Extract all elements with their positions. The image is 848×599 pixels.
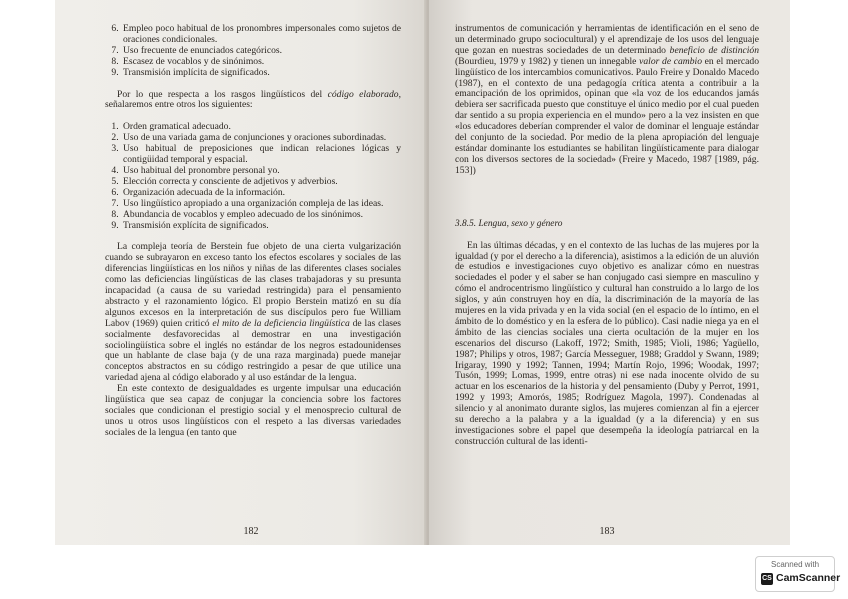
list-item: 9. Transmisión implícita de significados. [121,68,401,79]
page-number: 183 [599,526,615,537]
camscanner-brand: CamScanner [776,572,841,584]
left-page-text [105,24,401,439]
left-page [55,0,427,545]
paragraph-gender: En las últimas décadas, y en el contexto de las luchas de las mujeres por la igualdad (y por el derecho a la diferencia), asistimos a la edición de un aluvión de estudios e investigaciones cuyo objetivo es analizar cómo en nuestras sociedades el poder y el saber se han conjugado casi siempre en masculino y cómo el androcentrismo lingüístico y cultural han construido a lo largo de los siglos, y aún construyen hoy en día, la discriminación de la mayoría de las mujeres en la vida privada y en la vida social (en el espacio de lo íntimo, en el ámbito de lo doméstico y en la esfera de lo público). Casi nadie niega ya en el ámbito de las ciencias sociales una cierta ocultación de la mujer en los escenarios del discurso (Lakoff, 1972; Smith, 1985; Violi, 1986; Yagüello, 1987; Philips y otros, 1987; García Messeguer, 1988; Graddol y Swann, 1989; Irigaray, 1990 y 1992; Tannen, 1994; Martín Rojo, 1996; Woodak, 1997; Tusón, 1999; Lomas, 1999, entre otras) ni ese nada inocente olvido de su actuar en los escenarios de la historia y del pensamiento (Duby y Perrot, 1991, 1992 y 1993; Amorós, 1985; Rodríguez Magola, 1997). Condenadas al silencio y al anonimato durante siglos, las mujeres comienzan al fin a ejercer su derecho a la palabra y a la igualdad (y a la diferencia) y en sus investigaciones sobre el papel que desempeña la ideología patriarcal en la construcción cultural de las identi- [455,239,759,447]
list-item: 9. Transmisión explícita de significados. [121,221,401,232]
page-number: 182 [243,526,259,537]
list-item: 5. Elección correcta y consciente de adjetivos y adverbios. [121,177,401,188]
book-spread [55,0,790,545]
camscanner-logo-icon: CS [761,573,773,585]
right-page-text [455,24,759,448]
list-item: 8. Abundancia de vocablos y empleo adecuado de los sinónimos. [121,210,401,221]
list-item: 3. Uso habitual de preposiciones que indican relaciones lógicas y contigüidad temporal y espacial. [121,144,401,166]
list-item: 6. Organización adecuada de la información. [121,188,401,199]
list-item: 6. Empleo poco habitual de los pronombres impersonales como sujetos de oraciones condicionales. [121,24,401,46]
paragraph-elaborated-code-intro: Por lo que respecta a los rasgos lingüísticos del código elaborado, señalaremos entre otros los siguientes: [105,88,401,111]
section-heading [455,219,759,230]
paragraph-continued: instrumentos de comunicación y herramientas de identificación en el seno de un determinado grupo sociocultural) y el aprendizaje de los usos del lenguaje que gozan en nuestras sociedades de un determinado beneficio de distinción (Bourdieu, 1979 y 1982) y tienen un innegable valor de cambio en el mercado lingüístico de los intercambios comunicativos. Paulo Freire y Donaldo Macedo (1987), en el contexto de una pedagogía crítica atenta a contribuir a la emancipación de los oprimidos, opinan que «la voz de los educandos jamás debiera ser sacrificada puesto que constituye el único medio por el cual pueden dar sentido a su propia experiencia en el mundo» pero a la vez insisten en que «los educadores deberían comprender el valor de dominar el lenguaje estándar del conjunto de la sociedad. Por medio de la plena apropiación del lenguaje estándar dominante los estudiantes se habilitan lingüísticamente para dialogar con los diversos sectores de la sociedad» (Freire y Macedo, 1987 [1989, pág. 153]) [455,23,760,176]
list-item: 7. Uso lingüístico apropiado a una organización compleja de las ideas. [121,199,401,210]
paragraph-bernstein: La compleja teoría de Berstein fue objeto de una cierta vulgarización cuando se subrayaron en exceso tanto los efectos escolares y sociales de las diferencias lingüísticas en los niños y niñas de las diferentes clases sociales como las deficiencias lingüísticas de las clases trabajadoras y su presunta incapacidad (a causa de su variedad restringida) para el pensamiento abstracto y el razonamiento lógico. El propio Berstein matizó en su día algunos excesos en la interpretación de sus discípulos pero fue William Labov (1969) quien criticó el mito de la deficiencia lingüística de las clases socialmente desfavorecidas al demostrar en una investigación sociolingüística sobre el inglés no estándar de los negros estadounidenses que un hablante de clase baja (y de una raza marginada) puede manejar conceptos abstractos en su código restringido a pesar de que utilice una variedad ajena al código elaborado y al uso estándar de la lengua. [105,241,401,384]
right-page [429,0,790,545]
paragraph-inequality-context: En este contexto de desigualdades es urgente impulsar una educación lingüística que sea capaz de conjugar la conciencia sobre los factores sociales que condicionan el prestigio social y el menosprecio cultural de unos u otros usos lingüísticos con el respeto a las diversas variedades sociales de la lengua (en tanto que [105,383,401,438]
camscanner-watermark [755,556,841,592]
list-elaborated-code-features [105,122,401,231]
list-item: 8. Escasez de vocablos y de sinónimos. [121,57,401,68]
scanned-with-caption: Scanned with [770,560,820,569]
list-item: 1. Orden gramatical adecuado. [121,122,401,133]
list-item: 2. Uso de una variada gama de conjunciones y oraciones subordinadas. [121,133,401,144]
section-title: Lengua, sexo y género [478,218,563,229]
section-number: 3.8.5. [455,218,477,229]
list-item: 4. Uso habitual del pronombre personal yo. [121,166,401,177]
list-restricted-code-features [105,24,401,79]
list-item: 7. Uso frecuente de enunciados categóricos. [121,46,401,57]
